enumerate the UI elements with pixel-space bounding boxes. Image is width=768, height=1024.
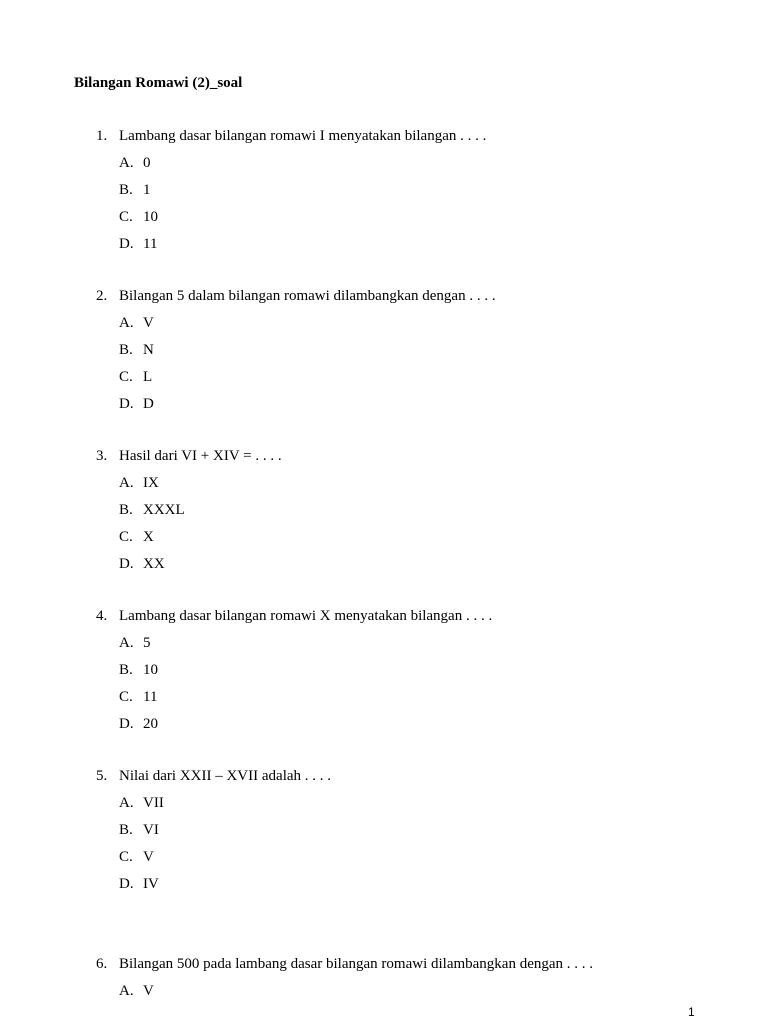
option-letter: A.	[119, 155, 134, 171]
question-line	[96, 447, 282, 465]
question-1	[96, 127, 486, 253]
options-list	[119, 474, 282, 573]
question-number: 6.	[96, 956, 108, 972]
options-list	[119, 634, 492, 733]
question-text: Bilangan 5 dalam bilangan romawi dilambangkan dengan . . . .	[119, 288, 496, 304]
option-a	[119, 794, 331, 812]
option-letter: B.	[119, 662, 133, 678]
option-text: V	[143, 849, 154, 865]
option-letter: A.	[119, 983, 134, 999]
option-c	[119, 688, 492, 706]
question-number: 5.	[96, 768, 108, 784]
option-letter: C.	[119, 529, 133, 545]
option-d	[119, 235, 486, 253]
question-number: 1.	[96, 128, 108, 144]
option-letter: D.	[119, 716, 134, 732]
question-number: 2.	[96, 288, 108, 304]
option-letter: A.	[119, 795, 134, 811]
option-d	[119, 715, 492, 733]
option-text: V	[143, 983, 154, 999]
option-letter: C.	[119, 369, 133, 385]
option-a	[119, 982, 593, 1000]
option-text: XXXL	[143, 502, 185, 518]
option-letter: A.	[119, 315, 134, 331]
option-text: 1	[143, 182, 151, 198]
option-d	[119, 555, 282, 573]
option-text: VI	[143, 822, 159, 838]
option-text: 0	[143, 155, 151, 171]
option-letter: A.	[119, 475, 134, 491]
question-text: Hasil dari VI + XIV = . . . .	[119, 448, 282, 464]
option-a	[119, 634, 492, 652]
question-line	[96, 127, 486, 145]
option-letter: C.	[119, 689, 133, 705]
option-text: N	[143, 342, 154, 358]
option-a	[119, 154, 486, 172]
question-line	[96, 767, 331, 785]
options-list	[119, 154, 486, 253]
options-list	[119, 314, 496, 413]
question-2	[96, 287, 496, 413]
option-b	[119, 661, 492, 679]
option-text: X	[143, 529, 154, 545]
question-text: Bilangan 500 pada lambang dasar bilangan romawi dilambangkan dengan . . . .	[119, 956, 594, 972]
option-c	[119, 848, 331, 866]
option-text: 11	[143, 236, 158, 252]
option-text: IV	[143, 876, 159, 892]
option-letter: A.	[119, 635, 134, 651]
option-d	[119, 875, 331, 893]
question-5	[96, 767, 331, 893]
option-letter: C.	[119, 849, 133, 865]
option-b	[119, 501, 282, 519]
options-list	[119, 982, 593, 1000]
option-text: 5	[143, 635, 151, 651]
option-text: VII	[143, 795, 164, 811]
option-text: 10	[143, 209, 158, 225]
page-number: 1	[688, 1005, 695, 1019]
option-letter: C.	[119, 209, 133, 225]
option-letter: B.	[119, 502, 133, 518]
question-text: Lambang dasar bilangan romawi X menyatakan bilangan . . . .	[119, 608, 493, 624]
option-text: 10	[143, 662, 158, 678]
question-line	[96, 607, 492, 625]
option-text: 11	[143, 689, 158, 705]
question-text: Lambang dasar bilangan romawi I menyatakan bilangan . . . .	[119, 128, 487, 144]
question-text: Nilai dari XXII – XVII adalah . . . .	[119, 768, 332, 784]
document-title: Bilangan Romawi (2)_soal	[74, 75, 243, 91]
question-number: 4.	[96, 608, 108, 624]
option-letter: D.	[119, 396, 134, 412]
question-4	[96, 607, 492, 733]
option-text: 20	[143, 716, 158, 732]
question-line	[96, 287, 496, 305]
option-b	[119, 821, 331, 839]
option-a	[119, 474, 282, 492]
option-text: V	[143, 315, 154, 331]
option-letter: D.	[119, 236, 134, 252]
option-letter: D.	[119, 556, 134, 572]
option-a	[119, 314, 496, 332]
option-b	[119, 181, 486, 199]
question-number: 3.	[96, 448, 108, 464]
option-d	[119, 395, 496, 413]
question-6	[96, 955, 593, 1000]
option-text: D	[143, 396, 154, 412]
option-letter: B.	[119, 182, 133, 198]
option-letter: B.	[119, 342, 133, 358]
question-line	[96, 955, 593, 973]
option-letter: B.	[119, 822, 133, 838]
option-c	[119, 208, 486, 226]
option-c	[119, 528, 282, 546]
option-c	[119, 368, 496, 386]
option-text: IX	[143, 475, 159, 491]
options-list	[119, 794, 331, 893]
option-letter: D.	[119, 876, 134, 892]
option-text: XX	[143, 556, 165, 572]
option-b	[119, 341, 496, 359]
option-text: L	[143, 369, 153, 385]
question-3	[96, 447, 282, 573]
